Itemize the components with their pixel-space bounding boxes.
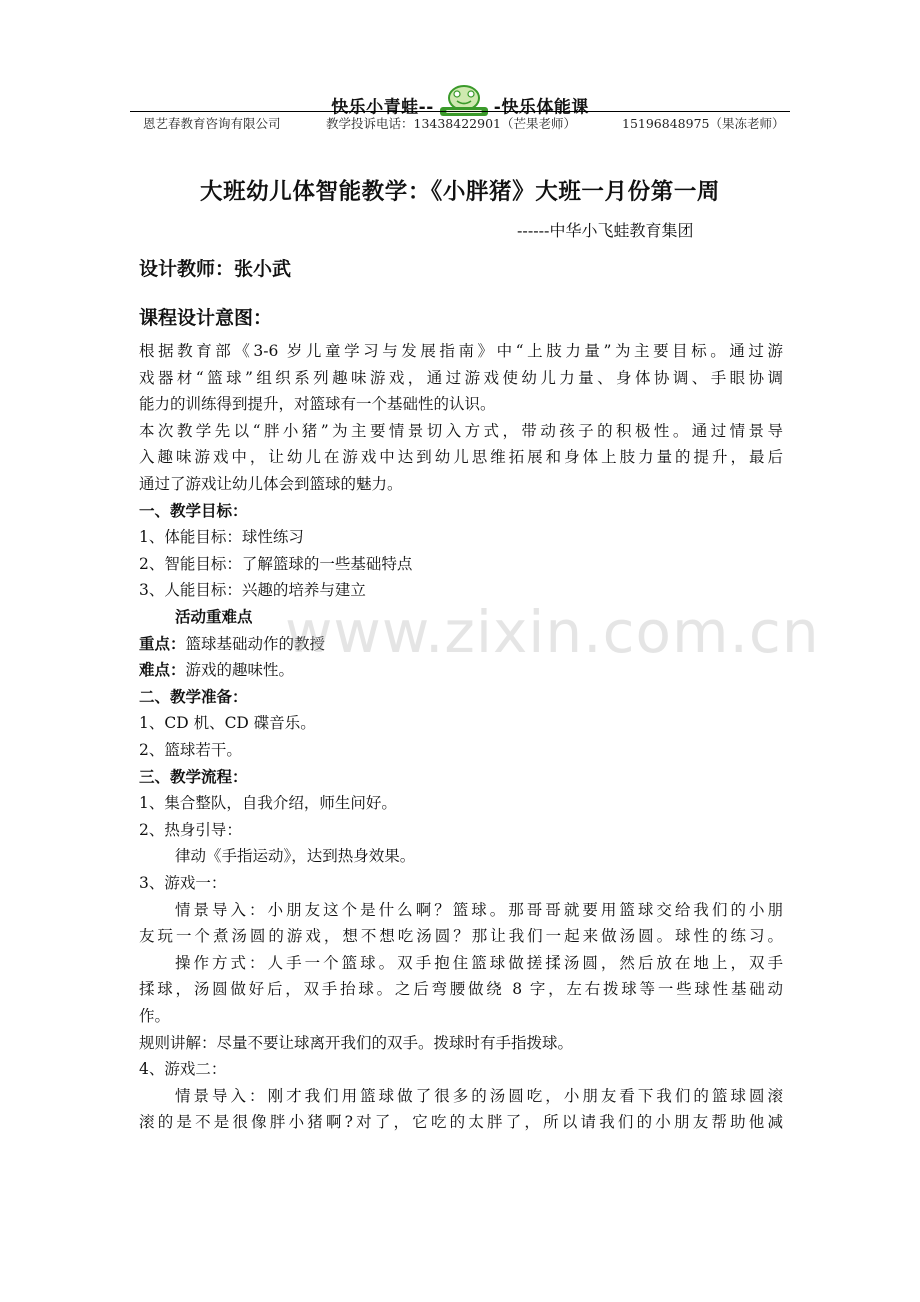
body-line: 入趣味游戏中，让幼儿在游戏中达到幼儿思维拓展和身体上肢力量的提升，最后 [139,448,783,467]
body-line: 律动《手指运动》，达到热身效果。 [175,847,416,866]
body-line: 2、篮球若干。 [139,741,242,759]
body-line: 三、教学流程： [139,767,248,786]
body-line: 情景导入：小朋友这个是什么啊？篮球。那哥哥就要用篮球交给我们的小朋 [175,900,783,919]
body-line: 友玩一个煮汤圆的游戏，想不想吃汤圆？那让我们一起来做汤圆。球性的练习。 [139,927,783,946]
header-title-right: -快乐体能课 [493,97,589,118]
body-line: 一、教学目标： [139,501,248,520]
body-line: 2、智能目标：了解篮球的一些基础特点 [139,554,413,573]
header-title-left: 快乐小青蛙-- [331,97,434,118]
intent-heading: 课程设计意图： [139,307,273,329]
body-line: 通过了游戏让幼儿体会到篮球的魅力。 [139,475,403,493]
watermark: www.zixin.com.cn [285,598,820,666]
body-line: 揉球，汤圆做好后，双手抬球。之后弯腰做绕 8 字，左右拨球等一些球性基础动 [139,980,783,999]
body-line-text: 篮球基础动作的教授 [185,634,326,653]
body-line-label: 难点： [139,661,186,680]
body-line: 3、人能目标：兴趣的培养与建立 [139,581,366,600]
body-line: 本次教学先以“胖小猪”为主要情景切入方式，带动孩子的积极性。通过情景导 [139,421,783,440]
header-rule [130,111,790,112]
document-title: 大班幼儿体智能教学：《小胖猪》大班一月份第一周 [199,179,721,205]
company-name: 恩艺春教育咨询有限公司 [143,116,281,131]
body-line: 2、热身引导： [139,820,242,839]
body-line: 3、游戏一： [139,874,227,892]
frog-logo-icon [436,84,492,118]
body-line: 1、体能目标：球性练习 [139,528,304,547]
body-line: 能力的训练得到提升，对篮球有一个基础性的认识。 [139,395,496,414]
body-line: 操作方式：人手一个篮球。双手抱住篮球做搓揉汤圆，然后放在地上，双手 [175,953,783,972]
body-line: 作。 [139,1007,171,1025]
body-line-text: 游戏的趣味性。 [185,661,295,680]
body-line: 情景导入：刚才我们用篮球做了很多的汤圆吃，小朋友看下我们的篮球圆滚 [175,1086,783,1105]
organization-name: ------中华小飞蛙教育集团 [517,221,694,240]
complaint-phone-2: 15196848975（果冻老师） [622,116,785,131]
body-line: 戏器材“篮球”组织系列趣味游戏，通过游戏使幼儿力量、身体协调、手眼协调 [139,368,783,387]
body-line: 活动重难点 [175,608,253,626]
body-line [139,658,294,682]
body-line: 1、CD 机、CD 碟音乐。 [139,714,316,733]
body-line: 1、集合整队，自我介绍，师生问好。 [139,794,397,813]
body-line: 根据教育部《3-6 岁儿童学习与发展指南》中“上肢力量”为主要目标。通过游 [139,342,783,360]
body-line: 二、教学准备： [139,687,248,706]
complaint-phone-1: 教学投诉电话：13438422901（芒果老师） [326,116,576,131]
body-line: 滚的是不是很像胖小猪啊?对了，它吃的太胖了，所以请我们的小朋友帮助他减 [139,1113,783,1132]
body-line: 4、游戏二： [139,1060,227,1079]
body-line-label: 重点： [139,634,186,653]
teacher-heading: 设计教师：张小武 [139,258,292,280]
body-line: 规则讲解：尽量不要让球离开我们的双手。拨球时有手指拨球。 [139,1033,574,1052]
